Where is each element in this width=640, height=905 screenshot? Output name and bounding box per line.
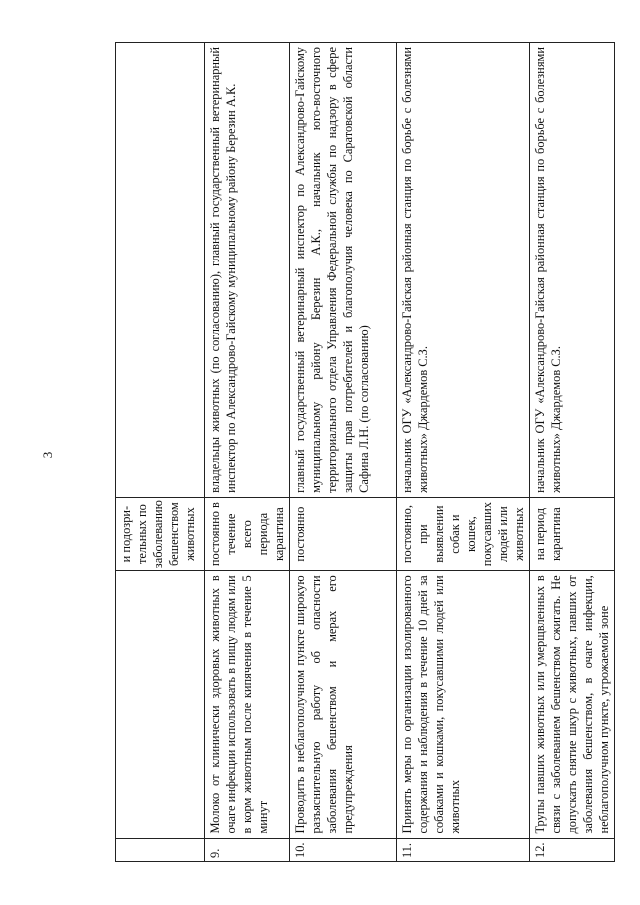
table-row: [530, 43, 615, 862]
responsible-cell: главный государственный ветеринарный инспектор по Александрово-Гайскому муниципальному району Березин А.К., начальник юго-восточного территориального отдела Управления Федеральной службы по надзору в сфере защиты прав потребителей и благополучия человека по Саратовской области Сафина Л.Н. (по согласованию): [290, 43, 397, 498]
table-row: [205, 43, 290, 862]
action-cell: Принять меры по организации изолированного содержания и наблюдения в течение 10 дней за собаками и кошками, покусавшими людей или животных: [397, 571, 530, 838]
action-cell: Трупы павших животных или умерщвленных в связи с заболеванием бешенством сжигать. Не допускать снятие шкур с животных, павших от заболевания бешенством, в очаге инфекции, неблагополучном пункте, угрожаемой зоне: [530, 571, 615, 838]
term-cell: постоянно в течение всего периода карантина: [205, 497, 290, 570]
responsible-cell: владельцы животных (по согласованию), главный государственный ветеринарный инспектор по Александрово-Гайскому муниципальному району Березин А.К.: [205, 43, 290, 498]
table-row: [397, 43, 530, 862]
term-cell: на период карантина: [530, 497, 615, 570]
responsible-cell: [116, 43, 205, 498]
rotated-table-container: [115, 42, 611, 862]
action-cell: Молоко от клинически здоровых животных в очаге инфекции использовать в пищу людям или в корм животным после кипячения в течение 5 минут: [205, 571, 290, 838]
term-cell: постоянно: [290, 497, 397, 570]
table-row: [290, 43, 397, 862]
num-cell: 12.: [530, 838, 615, 861]
table-row: [116, 43, 205, 862]
page-number: 3: [40, 451, 55, 459]
responsible-cell: начальник ОГУ «Александрово-Гайская районная станция по борьбе с болезнями животных» Джардемов С.З.: [397, 43, 530, 498]
term-cell: постоянно, при выявлении собак и кошек, покусавших людей или животных: [397, 497, 530, 570]
num-cell: [116, 838, 205, 861]
action-cell: Проводить в неблагополучном пункте широкую разъяснительную работу об опасности заболевания бешенством и мерах его предупреждения: [290, 571, 397, 838]
responsible-cell: начальник ОГУ «Александрово-Гайская районная станция по борьбе с болезнями животных» Джардемов С.З.: [530, 43, 615, 498]
num-cell: 10.: [290, 838, 397, 861]
term-cell: и подозри-тельных по заболеванию бешенством животных: [116, 497, 205, 570]
action-cell: [116, 571, 205, 838]
measures-table: [115, 42, 615, 862]
num-cell: 9.: [205, 838, 290, 861]
num-cell: 11.: [397, 838, 530, 861]
